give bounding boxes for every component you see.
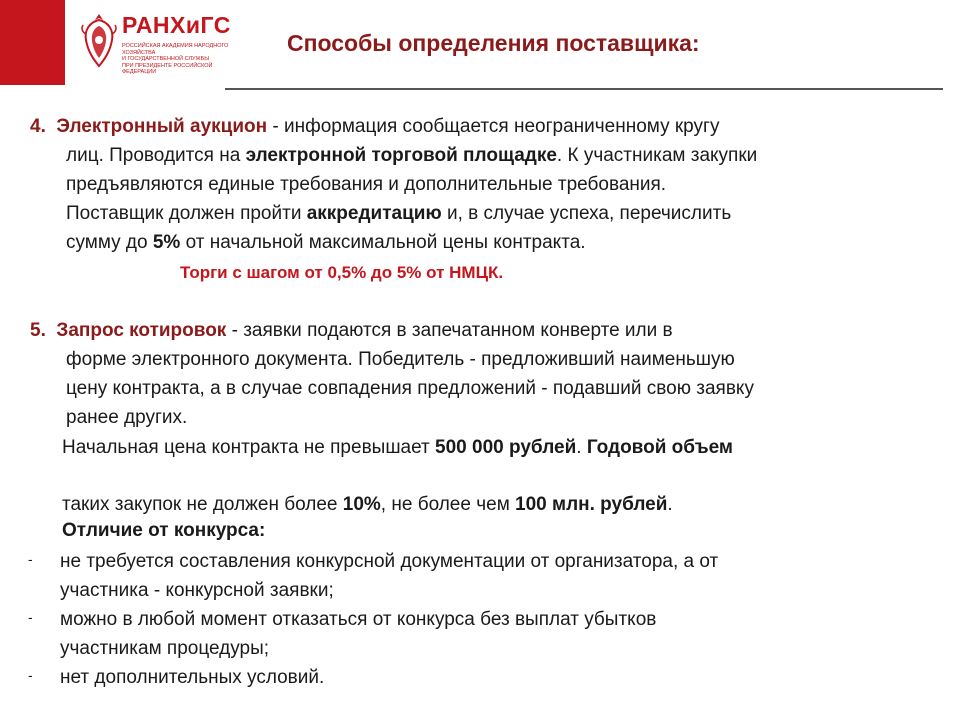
item4-line2: лиц. Проводится на электронной торговой площадке. К участникам закупки (66, 145, 758, 166)
item4-line5: сумму до 5% от начальной максимальной цены контракта. (66, 232, 586, 253)
bullet-2-line2: участникам процедуры; (60, 638, 270, 659)
item5-line3: цену контракта, а в случае совпадения предложений - подавший свою заявку (66, 378, 754, 399)
page-title: Способы определения поставщика: (287, 30, 700, 56)
item5-volume-line: таких закупок не должен более 10%, не более чем 100 млн. рублей. (62, 494, 673, 515)
item4-number: 4. (30, 116, 46, 137)
bullet-3-line1: нет дополнительных условий. (60, 667, 325, 688)
item4-line1: 4. Электронный аукцион - информация сообщается неограниченному кругу (30, 116, 720, 137)
item4-highlight: Торги с шагом от 0,5% до 5% от НМЦК. (180, 263, 504, 282)
bullet-dash: - (28, 551, 33, 567)
bullet-1-line2: участника - конкурсной заявки; (60, 580, 334, 601)
logo-subtitle: РОССИЙСКАЯ АКАДЕМИЯ НАРОДНОГО ХОЗЯЙСТВА И ГОСУДАРСТВЕННОЙ СЛУЖБЫ ПРИ ПРЕЗИДЕНТЕ РОССИЙСКОЙ ФЕДЕРАЦИИ (122, 43, 229, 75)
item5-line4: ранее других. (66, 407, 188, 428)
bullet-2-line1: можно в любой момент отказаться от конкурса без выплат убытков (60, 609, 657, 630)
item4-line3: предъявляются единые требования и дополнительные требования. (66, 174, 667, 195)
item5-line1: 5. Запрос котировок - заявки подаются в запечатанном конверте или в (30, 320, 673, 341)
item5-price-line: Начальная цена контракта не превышает 500 000 рублей. Годовой объем (62, 437, 733, 458)
item5-number: 5. (30, 320, 46, 341)
item4-term: Электронный аукцион (56, 116, 268, 137)
item5-term: Запрос котировок (56, 320, 227, 341)
bullet-dash: - (28, 609, 33, 625)
item5-line2: форме электронного документа. Победитель - предложивший наименьшую (66, 349, 735, 370)
diff-title: Отличие от конкурса: (62, 520, 266, 541)
bullet-1-line1: не требуется составления конкурсной документации от организатора, а от (60, 551, 719, 572)
bullet-dash: - (28, 667, 33, 683)
logo-name: РАНХиГС (122, 12, 231, 38)
item4-line4: Поставщик должен пройти аккредитацию и, в случае успеха, перечислить (66, 203, 732, 224)
